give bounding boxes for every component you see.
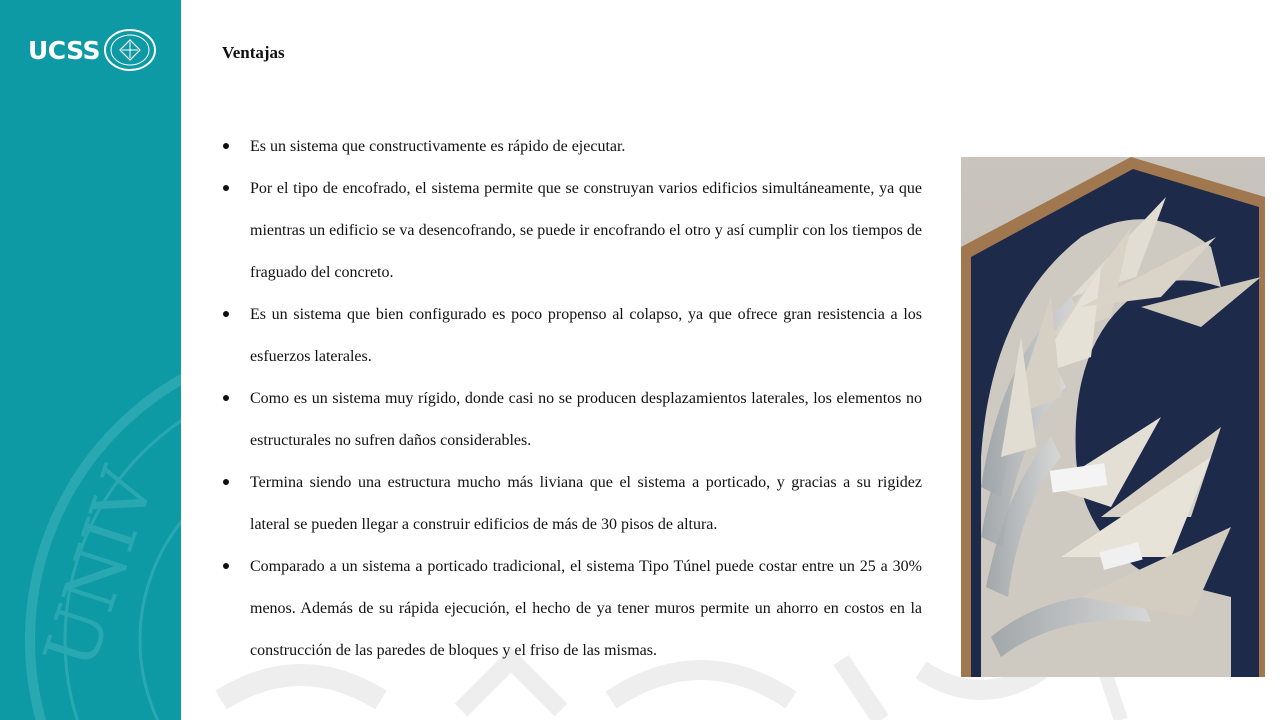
bullet-dot-icon: [223, 185, 229, 191]
ucss-logo: [28, 28, 157, 72]
architectural-model-image: [961, 157, 1265, 677]
bullet-dot-icon: [223, 395, 229, 401]
bullet-dot-icon: [223, 143, 229, 149]
list-item: [222, 546, 922, 672]
list-item-text: Es un sistema que bien configurado es poco propenso al colapso, ya que ofrece gran resistencia a los esfuerzos laterales.: [250, 306, 922, 365]
page-title: Ventajas: [222, 43, 285, 62]
bullet-dot-icon: [223, 563, 229, 569]
bullet-list: [222, 126, 922, 672]
university-seal-icon: [103, 28, 157, 72]
bullet-dot-icon: [223, 311, 229, 317]
list-item-text: Es un sistema que constructivamente es rápido de ejecutar.: [250, 138, 626, 155]
list-item-text: Termina siendo una estructura mucho más liviana que el sistema a porticado, y gracias a su rigidez lateral se pueden llegar a construir edificios de más de 30 pisos de altura.: [250, 474, 922, 533]
list-item-text: Como es un sistema muy rígido, donde casi no se producen desplazamientos laterales, los elementos no estructurales no sufren daños considerables.: [250, 390, 922, 449]
sidebar: [0, 0, 181, 720]
logo-text: UCSS: [28, 35, 100, 65]
svg-text:UNIV: UNIV: [27, 458, 171, 679]
list-item: [222, 126, 922, 168]
architectural-model-photo: [961, 157, 1265, 677]
list-item: [222, 168, 922, 294]
list-item-text: Comparado a un sistema a porticado tradicional, el sistema Tipo Túnel puede costar entre un 25 a 30% menos. Además de su rápida ejecución, el hecho de ya tener muros permite un ahorro en costos en la construcción de las paredes de bloques y el friso de las mismas.: [250, 558, 922, 659]
content: [222, 40, 922, 659]
list-item: [222, 462, 922, 546]
list-item: [222, 378, 922, 462]
bullet-dot-icon: [223, 479, 229, 485]
list-item: [222, 294, 922, 378]
sidebar-seal-watermark: [0, 0, 181, 720]
list-item-text: Por el tipo de encofrado, el sistema permite que se construyan varios edificios simultáneamente, ya que mientras un edificio se va desencofrando, se puede ir encofrando el otro y así cumplir con los tiempos de fraguado del concreto.: [250, 180, 922, 281]
